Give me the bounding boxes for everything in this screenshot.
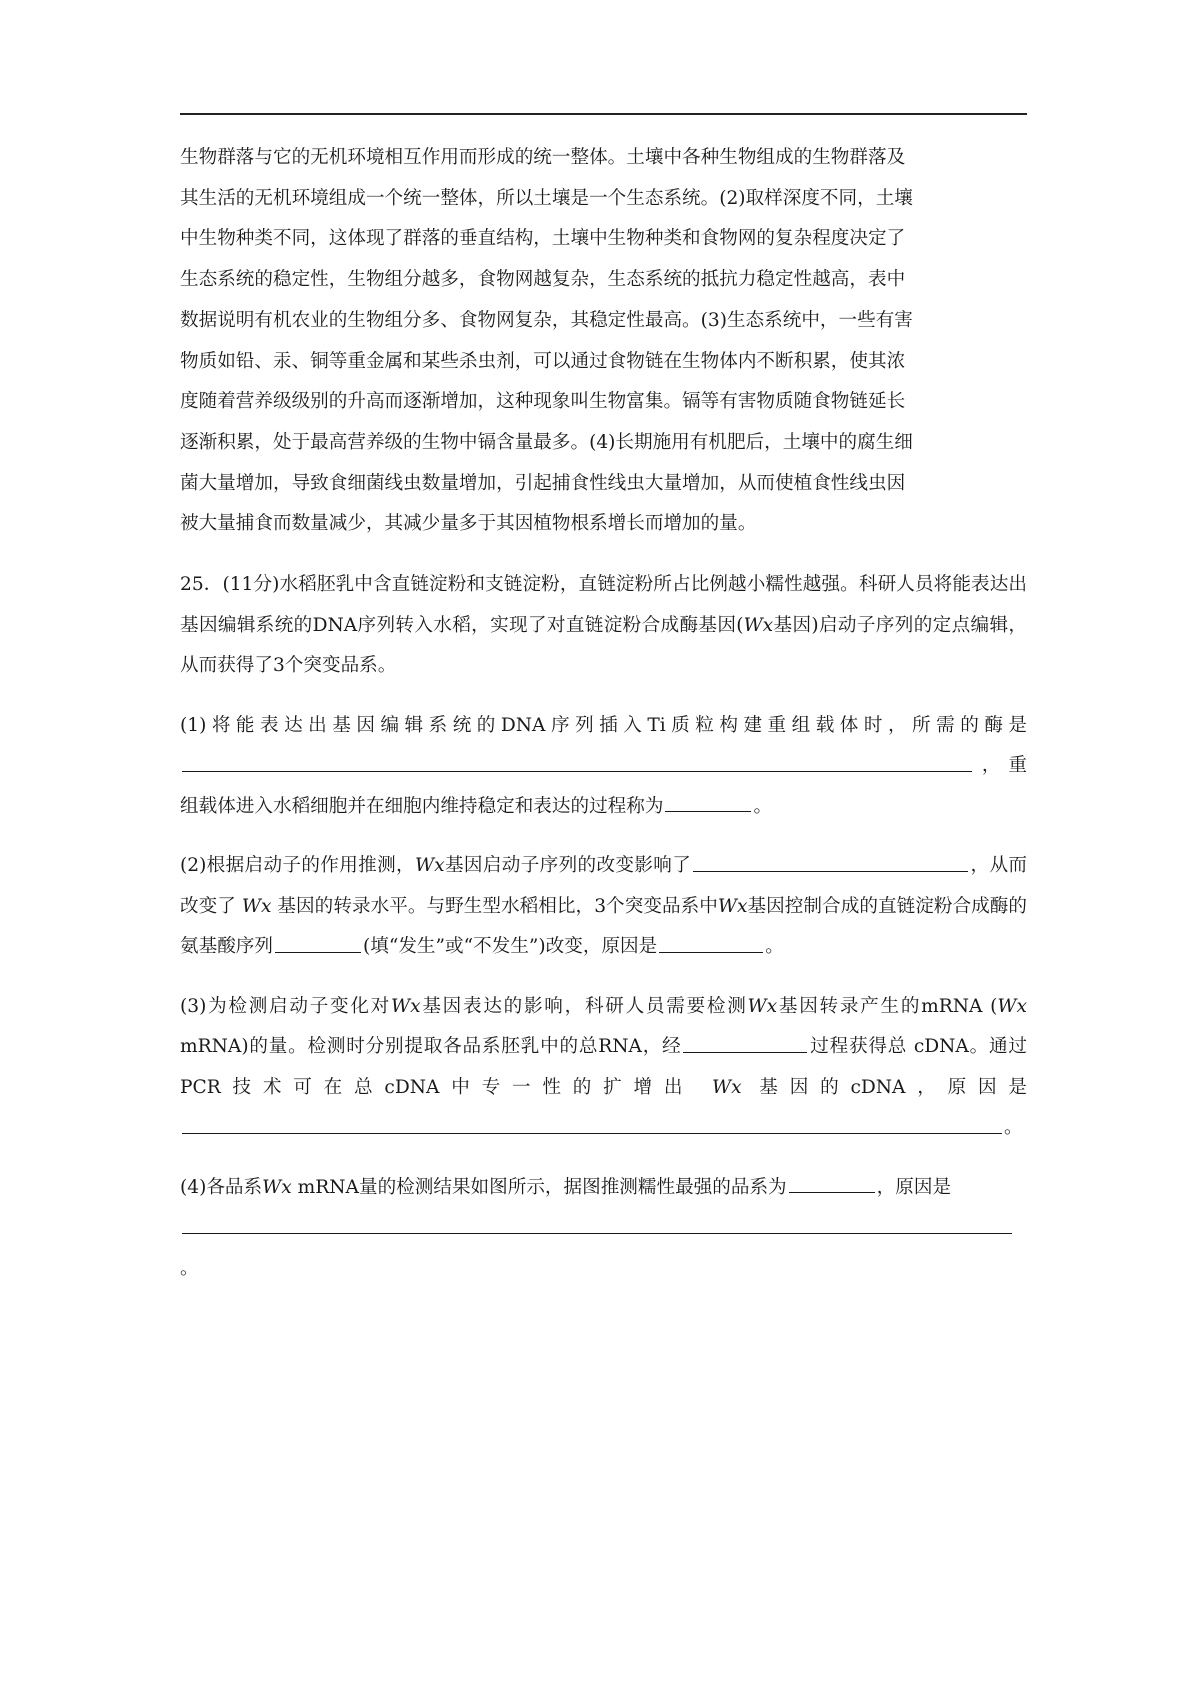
answer-line: 数据说明有机农业的生物组分多、食物网复杂，其稳定性最高。(3)生态系统中，一些有害 [180,309,913,331]
part-text: 。 [1004,1117,1023,1139]
page-content [180,138,1027,1289]
answer-blank[interactable] [693,852,968,872]
answer-line: 被大量捕食而数量减少，其减少量多于其因植物根系增长而增加的量。 [180,513,757,535]
part-text: 基因表达的影响，科研人员需要检测 [420,995,748,1017]
answer-line: 其生活的无机环境组成一个统一整体，所以土壤是一个生态系统。(2)取样深度不同，土壤 [180,187,913,209]
part-text: mRNA量的检测结果如图所示，据图推测糯性最强的品系为 [291,1176,787,1198]
part-text: 从而改变了 [180,855,1027,917]
part-text: 。 [180,1257,199,1279]
gene-name: Wx [262,1176,292,1198]
question-part-3 [180,987,1027,1149]
question-stem [180,565,1027,687]
part-text: 。 [765,936,784,958]
answer-blank[interactable] [665,793,751,813]
part-text: ，原因 [876,1176,933,1198]
part-text: 基因转录产生的mRNA ( [777,995,998,1017]
part-text: (4)各品系 [180,1176,263,1198]
part-text: mRNA)的量。检测时分别提取各品系胚乳中的总RNA，经 [180,1036,682,1058]
answer-line: 生态系统的稳定性，生物组分越多，食物网越复杂，生态系统的抵抗力稳定性越高，表中 [180,269,906,291]
answer-blank[interactable] [182,1214,1012,1234]
answer-line: 物质如铅、汞、铜等重金属和某些杀虫剂，可以通过食物链在生物体内不断积累，使其浓 [180,350,906,372]
answer-blank[interactable] [683,1033,807,1053]
part-text: ，重 [974,755,1027,777]
question-25 [180,565,1027,1289]
gene-name: Wx [743,614,774,636]
part-text: (2)根据启动子的作用推测， [180,855,415,877]
part-text: 过程获得总 cDNA。通过PCR技术可在总cDNA中专一性的扩增出 [180,1036,1027,1098]
part-text: 基因启动子序列的改变影响了 [444,855,692,877]
answer-blank[interactable] [789,1174,875,1194]
part-text: (1)将能表达出基因编辑系统的DNA序列插入Ti质粒构建重组载体时，所需的酶是 [180,714,1027,736]
question-part-4 [180,1168,1027,1290]
gene-name: Wx [415,855,445,877]
answer-line: 生物群落与它的无机环境相互作用而形成的统一整体。土壤中各种生物组成的生物群落及 [180,147,906,168]
answer-line: 菌大量增加，导致食细菌线虫数量增加，引起捕食性线虫大量增加，从而使植食性线虫因 [180,472,906,494]
part-text: 基因的转录水平。与野生型水稻相比，3个突变品系中 [271,895,718,917]
part-text: 基因的cDNA，原因是 [741,1076,1027,1098]
part-text: (填“发生”或“不发生”)改变，原因是 [362,936,658,958]
gene-name: Wx [997,995,1027,1017]
part-text: 组载体进入水稻细胞并在细胞内维持稳定和表达的过程称为 [180,795,664,817]
answer-blank[interactable] [182,752,972,772]
stem-text: 25．(11分)水稻胚乳中含直链淀粉和支链淀粉，直链淀粉所占比例越小糯性越强。科研人员将能表达出基因编辑系统的DNA序列转入水稻，实现了对直链淀粉合成酶基因( [180,574,1027,636]
gene-name: Wx [717,895,748,917]
part-text: 基因控制合成的直链淀粉合成酶的氨基酸序列 [180,895,1027,958]
part-text: ， [970,855,990,877]
part-text: 。 [753,795,773,817]
gene-name: Wx [391,995,421,1017]
answer-line: 逐渐积累，处于最高营养级的生物中镉含量最多。(4)长期施用有机肥后，土壤中的腐生细 [180,431,913,453]
part-text: (3)为检测启动子变化对 [180,995,391,1017]
part-text: 是 [932,1176,952,1198]
question-part-2 [180,846,1027,968]
question-part-1 [180,706,1027,828]
answer-line: 中生物种类不同，这体现了群落的垂直结构，土壤中生物种类和食物网的复杂程度决定了 [180,228,906,250]
gene-name: Wx [747,995,778,1017]
answer-blank[interactable] [659,933,763,953]
answer-line: 度随着营养级级别的升高而逐渐增加，这种现象叫生物富集。镉等有害物质随食物链延长 [180,391,906,413]
answer-explanation [180,138,1027,545]
header-rule [180,113,1027,115]
gene-name: Wx [712,1076,742,1098]
stem-text: 基因)启动子序列的定点编辑，从而获得了3个突变品系。 [180,614,1027,677]
answer-blank[interactable] [275,933,361,953]
answer-blank[interactable] [182,1114,1002,1134]
gene-name: Wx [241,895,272,917]
